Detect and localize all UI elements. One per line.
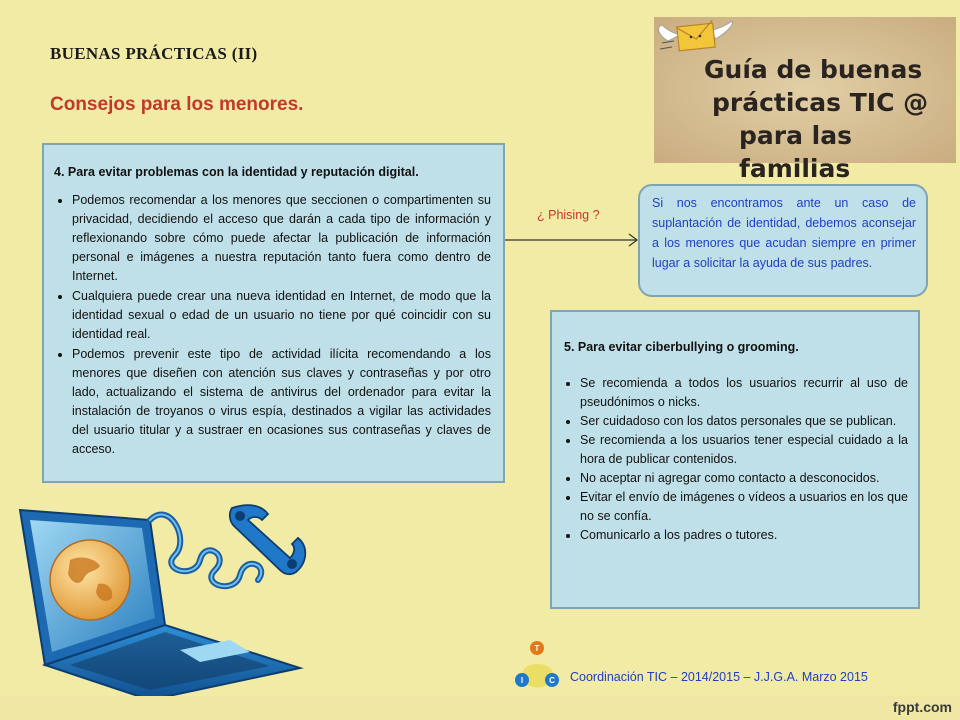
logo-letter: T [534,644,540,653]
phishing-label: ¿ Phising ? [537,208,600,222]
list-item: • Se recomienda a todos los usuarios recurrir al uso de pseudónimos o nicks. [580,374,908,412]
bullying-section-heading: 5. Para evitar ciberbullying o grooming. [564,340,799,354]
tic-logo-icon [512,636,562,692]
logo-letter: C [549,676,555,685]
badge-text [704,53,956,185]
arrow-icon [505,232,640,248]
bullying-section-list [564,374,908,545]
badge-line-1: Guía de buenas [704,55,923,84]
page-subtitle: Consejos para los menores. [50,94,304,115]
page-title: BUENAS PRÁCTICAS (II) [50,44,258,63]
badge-line-3: para las familias [739,121,852,183]
fppt-watermark: fppt.com [892,699,952,715]
laptop-phone-illustration [0,500,360,700]
list-item: • Comunicarlo a los padres o tutores. [580,526,908,545]
advice-callout: Si nos encontramos ante un caso de suplantación de identidad, debemos aconsejar a los menores que acudan siempre en primer lugar a solicitar la ayuda de sus padres. [638,184,928,297]
logo-letter: I [520,676,524,685]
list-item: • Evitar el envío de imágenes o vídeos a usuarios en los que no se confía. [580,488,908,526]
badge-line-2: prácticas TIC @ [712,88,929,117]
footer-credit: Coordinación TIC – 2014/2015 – J.J.G.A. Marzo 2015 [570,670,868,684]
list-item: • Ser cuidadoso con los datos personales que se publican. [580,412,908,431]
identity-section-heading: 4. Para evitar problemas con la identidad y reputación digital. [54,165,419,179]
list-item: • No aceptar ni agregar como contacto a desconocidos. [580,469,908,488]
identity-section-box [42,143,505,483]
bullying-section-box [550,310,920,609]
guide-badge-image [654,17,956,183]
footer-bar [0,696,960,720]
list-item: • Cualquiera puede crear una nueva identidad en Internet, de modo que la identidad sexual o edad de un usuario no tiene por qué coincidir con su identidad real. [72,287,491,344]
list-item: • Se recomienda a los usuarios tener especial cuidado a la hora de publicar contenidos. [580,431,908,469]
list-item: • Podemos recomendar a los menores que seccionen o compartimenten su privacidad, decidiendo el acceso que darán a cada tipo de información y reflexionando sobre cómo puede afectar la publicación de información personal e imágenes a nuestra reputación tanto fuera como dentro de Internet. [72,191,491,286]
identity-section-list [54,191,491,459]
list-item: • Podemos prevenir este tipo de actividad ilícita recomendando a los menores que diseñen con atención sus claves y contraseñas y por otro lado, actualizando el sistema de antivirus del ordenador para evitar la instalación de troyanos o virus espía, destinados a vigilar las actividades del usuario titular y a sustraer en ocasiones sus contraseñas y claves de acceso. [72,345,491,459]
